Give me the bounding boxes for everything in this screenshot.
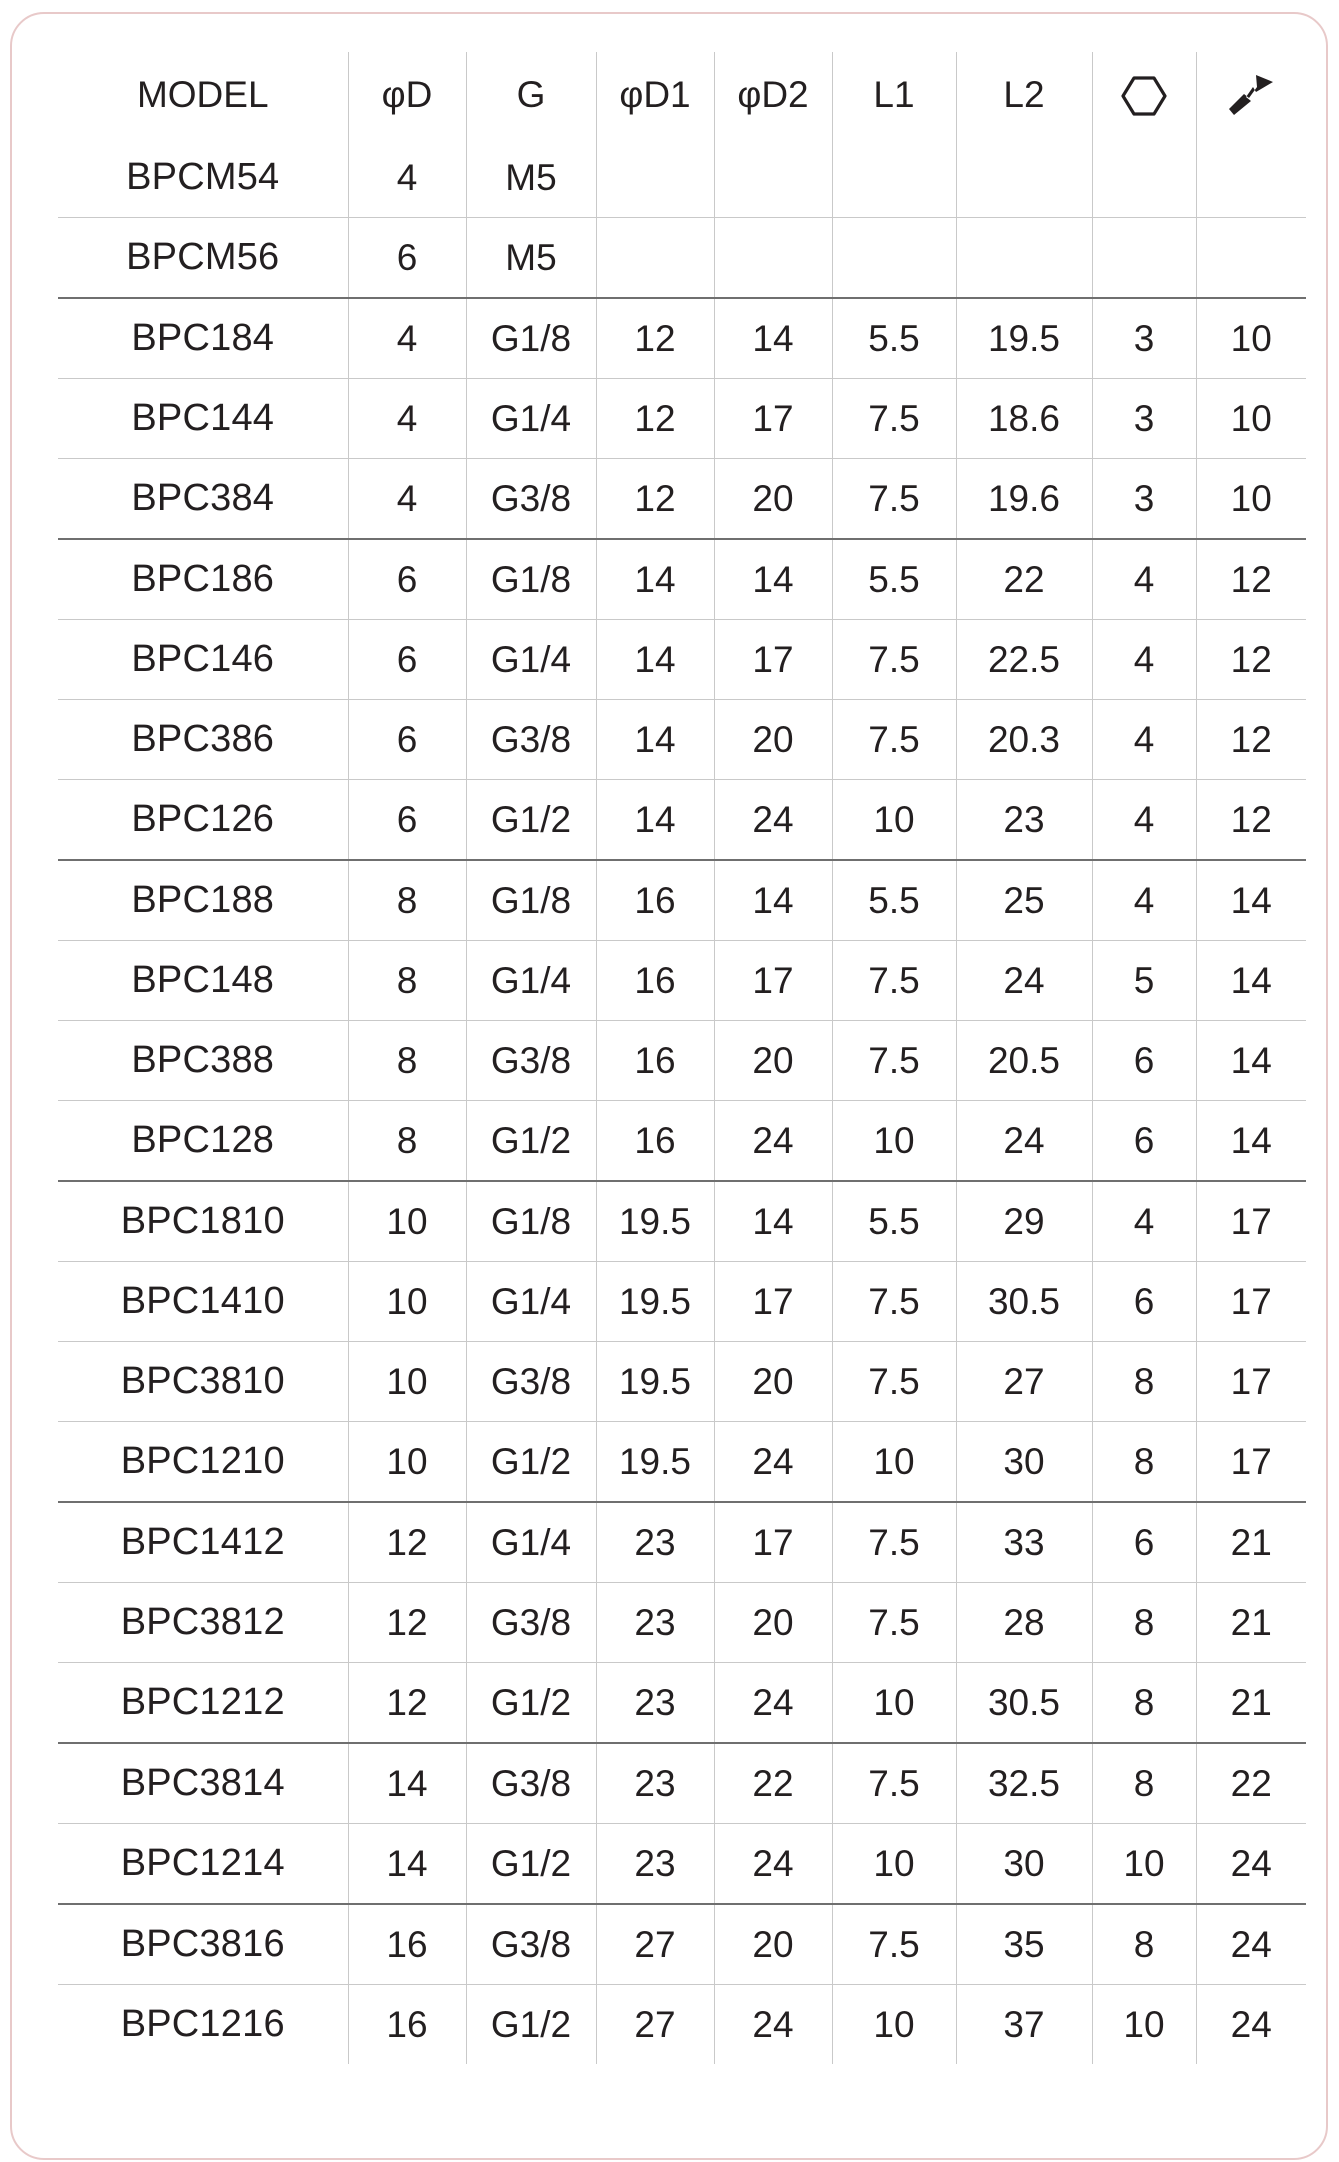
spec-table	[58, 52, 1306, 2064]
cell-g: G3/8	[466, 459, 596, 540]
cell-phi-d2: 24	[714, 1101, 832, 1182]
cell-phi-d2: 24	[714, 1985, 832, 2065]
table-row	[58, 1021, 1306, 1101]
cell-g: G1/8	[466, 298, 596, 379]
hex-key-icon	[1226, 72, 1276, 118]
cell-l1: 7.5	[832, 620, 956, 700]
cell-phi-d1	[596, 218, 714, 299]
cell-phi-d2: 24	[714, 1824, 832, 1905]
cell-tool: 17	[1196, 1181, 1306, 1262]
cell-phi-d1: 14	[596, 700, 714, 780]
table-row	[58, 379, 1306, 459]
cell-phi-d: 6	[348, 700, 466, 780]
cell-model: BPC3810	[58, 1342, 348, 1422]
cell-l2	[956, 218, 1092, 299]
column-header-hexagon	[1092, 52, 1196, 138]
cell-phi-d2: 24	[714, 780, 832, 861]
cell-l2: 29	[956, 1181, 1092, 1262]
cell-phi-d1: 12	[596, 298, 714, 379]
cell-g: G1/2	[466, 1663, 596, 1744]
cell-phi-d: 16	[348, 1985, 466, 2065]
cell-l2: 25	[956, 860, 1092, 941]
cell-phi-d: 8	[348, 860, 466, 941]
table-row	[58, 780, 1306, 861]
cell-phi-d1: 14	[596, 620, 714, 700]
cell-phi-d1: 23	[596, 1743, 714, 1824]
table-row	[58, 1824, 1306, 1905]
cell-model: BPC1214	[58, 1824, 348, 1905]
cell-phi-d2: 20	[714, 1904, 832, 1985]
cell-tool: 12	[1196, 780, 1306, 861]
cell-model: BPC386	[58, 700, 348, 780]
column-header-l1: L1	[832, 52, 956, 138]
cell-phi-d2: 20	[714, 700, 832, 780]
cell-phi-d2: 17	[714, 941, 832, 1021]
cell-hex: 6	[1092, 1021, 1196, 1101]
cell-phi-d: 8	[348, 941, 466, 1021]
cell-l1: 7.5	[832, 1583, 956, 1663]
cell-phi-d1: 23	[596, 1824, 714, 1905]
cell-model: BPC128	[58, 1101, 348, 1182]
cell-phi-d1: 19.5	[596, 1262, 714, 1342]
cell-phi-d1: 14	[596, 780, 714, 861]
table-row	[58, 700, 1306, 780]
cell-phi-d: 12	[348, 1583, 466, 1663]
cell-l2: 30	[956, 1824, 1092, 1905]
table-row	[58, 1904, 1306, 1985]
table-row	[58, 218, 1306, 299]
table-row	[58, 941, 1306, 1021]
cell-g: G3/8	[466, 1743, 596, 1824]
cell-g: G1/2	[466, 1824, 596, 1905]
cell-phi-d2: 17	[714, 1502, 832, 1583]
cell-l2: 28	[956, 1583, 1092, 1663]
cell-phi-d: 4	[348, 298, 466, 379]
cell-phi-d: 14	[348, 1743, 466, 1824]
cell-l2: 20.5	[956, 1021, 1092, 1101]
cell-hex: 10	[1092, 1824, 1196, 1905]
cell-l2: 19.6	[956, 459, 1092, 540]
cell-model: BPC144	[58, 379, 348, 459]
cell-phi-d: 4	[348, 459, 466, 540]
cell-phi-d1: 14	[596, 539, 714, 620]
cell-l2: 27	[956, 1342, 1092, 1422]
cell-l1: 10	[832, 1422, 956, 1503]
table-row	[58, 1743, 1306, 1824]
cell-tool: 10	[1196, 459, 1306, 540]
cell-phi-d: 10	[348, 1181, 466, 1262]
cell-phi-d: 4	[348, 138, 466, 218]
cell-l2: 24	[956, 1101, 1092, 1182]
table-row	[58, 1583, 1306, 1663]
table-row	[58, 1262, 1306, 1342]
cell-l2: 30	[956, 1422, 1092, 1503]
cell-phi-d2: 20	[714, 1021, 832, 1101]
cell-tool: 24	[1230, 2003, 1272, 2045]
cell-l2: 22	[956, 539, 1092, 620]
cell-g: G1/4	[466, 1262, 596, 1342]
cell-phi-d2: 14	[714, 539, 832, 620]
cell-tool: 21	[1196, 1502, 1306, 1583]
cell-phi-d1: 19.5	[596, 1342, 714, 1422]
cell-phi-d1: 23	[596, 1583, 714, 1663]
cell-l1: 7.5	[832, 379, 956, 459]
cell-model: BPCM54	[58, 138, 348, 218]
cell-g: G1/4	[466, 620, 596, 700]
cell-model: BPC1810	[58, 1181, 348, 1262]
column-header-g: G	[466, 52, 596, 138]
cell-hex: 3	[1092, 298, 1196, 379]
cell-hex: 4	[1092, 860, 1196, 941]
cell-l2: 24	[956, 941, 1092, 1021]
cell-g: G3/8	[466, 1904, 596, 1985]
cell-l1: 7.5	[832, 1342, 956, 1422]
cell-g: G1/2	[466, 780, 596, 861]
table-body	[58, 138, 1306, 2064]
cell-l2: 22.5	[956, 620, 1092, 700]
cell-hex: 8	[1092, 1663, 1196, 1744]
cell-g: G1/4	[466, 379, 596, 459]
cell-g: G1/8	[466, 539, 596, 620]
cell-l1: 7.5	[832, 1904, 956, 1985]
cell-phi-d: 12	[348, 1663, 466, 1744]
cell-phi-d1: 23	[596, 1663, 714, 1744]
table-row	[58, 1502, 1306, 1583]
cell-phi-d: 16	[348, 1904, 466, 1985]
cell-tool: 22	[1196, 1743, 1306, 1824]
cell-phi-d1: 23	[596, 1502, 714, 1583]
cell-phi-d1: 16	[596, 1021, 714, 1101]
cell-l2	[956, 138, 1092, 218]
cell-phi-d2: 14	[714, 860, 832, 941]
table-row	[58, 620, 1306, 700]
cell-phi-d: 6	[348, 218, 466, 299]
hexagon-icon	[1121, 75, 1167, 117]
cell-phi-d1: 27	[596, 1985, 714, 2065]
cell-tool: 14	[1196, 860, 1306, 941]
cell-g: G3/8	[466, 700, 596, 780]
cell-model: BPC1212	[58, 1663, 348, 1744]
cell-hex	[1092, 218, 1196, 299]
cell-l2: 32.5	[956, 1743, 1092, 1824]
cell-phi-d2: 20	[714, 459, 832, 540]
cell-l2: 19.5	[956, 298, 1092, 379]
cell-phi-d1: 16	[596, 860, 714, 941]
cell-phi-d: 4	[348, 379, 466, 459]
cell-g: M5	[466, 138, 596, 218]
cell-g: G3/8	[466, 1583, 596, 1663]
cell-l1: 10	[832, 1985, 956, 2065]
column-header-tool	[1196, 52, 1306, 138]
cell-l1: 7.5	[832, 1743, 956, 1824]
cell-phi-d2: 22	[714, 1743, 832, 1824]
table-row	[58, 1101, 1306, 1182]
table-row	[58, 1985, 1306, 2065]
table-row	[58, 298, 1306, 379]
cell-g: G1/4	[466, 1502, 596, 1583]
cell-l1	[832, 218, 956, 299]
cell-tool: 14	[1196, 1021, 1306, 1101]
cell-tool: 10	[1196, 379, 1306, 459]
cell-model: BPC3812	[58, 1583, 348, 1663]
cell-phi-d: 8	[348, 1021, 466, 1101]
cell-l1: 10	[832, 1824, 956, 1905]
cell-model: BPC1412	[58, 1502, 348, 1583]
column-header-l2: L2	[956, 52, 1092, 138]
cell-phi-d1: 19.5	[596, 1181, 714, 1262]
cell-hex: 10	[1092, 1985, 1196, 2065]
cell-g: G1/2	[466, 1422, 596, 1503]
cell-g: G3/8	[466, 1342, 596, 1422]
cell-l2: 35	[956, 1904, 1092, 1985]
table-header	[58, 52, 1306, 138]
cell-l1: 7.5	[832, 1502, 956, 1583]
cell-hex: 4	[1092, 700, 1196, 780]
cell-phi-d: 8	[348, 1101, 466, 1182]
cell-model: BPC388	[58, 1021, 348, 1101]
cell-l1: 7.5	[832, 941, 956, 1021]
cell-model: BPC188	[58, 860, 348, 941]
cell-l2: 33	[956, 1502, 1092, 1583]
cell-model: BPC1410	[58, 1262, 348, 1342]
cell-tool: 24	[1196, 1904, 1306, 1985]
cell-hex: 4	[1092, 1181, 1196, 1262]
cell-tool: 24	[1196, 1824, 1306, 1905]
cell-g: G1/2	[466, 1985, 596, 2065]
cell-phi-d1: 12	[596, 379, 714, 459]
cell-hex: 3	[1092, 379, 1196, 459]
cell-l2: 30.5	[956, 1262, 1092, 1342]
cell-phi-d2: 14	[714, 1181, 832, 1262]
cell-phi-d2	[714, 218, 832, 299]
cell-phi-d1: 16	[596, 1101, 714, 1182]
cell-model: BPC126	[58, 780, 348, 861]
cell-l1	[832, 138, 956, 218]
cell-phi-d1: 16	[596, 941, 714, 1021]
cell-hex: 8	[1092, 1583, 1196, 1663]
cell-phi-d2: 24	[714, 1422, 832, 1503]
cell-model: BPC186	[58, 539, 348, 620]
cell-l2: 30.5	[956, 1663, 1092, 1744]
table-header-row	[58, 52, 1306, 138]
cell-phi-d: 10	[348, 1262, 466, 1342]
cell-l1: 7.5	[832, 459, 956, 540]
table-row	[58, 1342, 1306, 1422]
cell-l1: 10	[832, 780, 956, 861]
cell-l2: 37	[956, 1985, 1092, 2065]
cell-l1: 5.5	[832, 539, 956, 620]
cell-l1: 7.5	[832, 700, 956, 780]
cell-tool	[1196, 218, 1306, 299]
cell-hex: 6	[1092, 1101, 1196, 1182]
cell-hex: 8	[1092, 1422, 1196, 1503]
cell-tool: 12	[1196, 620, 1306, 700]
cell-g: G1/2	[466, 1101, 596, 1182]
cell-l2: 18.6	[956, 379, 1092, 459]
cell-phi-d: 14	[348, 1824, 466, 1905]
cell-model: BPC3814	[58, 1743, 348, 1824]
cell-tool: 12	[1196, 539, 1306, 620]
cell-tool: 21	[1196, 1583, 1306, 1663]
cell-tool: 17	[1196, 1342, 1306, 1422]
cell-phi-d: 12	[348, 1502, 466, 1583]
column-header-model: MODEL	[58, 52, 348, 138]
cell-tool: 17	[1196, 1262, 1306, 1342]
spec-table-container	[58, 52, 1281, 2064]
cell-g: G1/4	[466, 941, 596, 1021]
cell-hex: 8	[1092, 1904, 1196, 1985]
table-row	[58, 1663, 1306, 1744]
cell-hex: 6	[1092, 1262, 1196, 1342]
cell-model: BPC384	[58, 459, 348, 540]
cell-phi-d: 10	[348, 1422, 466, 1503]
cell-l2: 20.3	[956, 700, 1092, 780]
cell-phi-d1: 19.5	[596, 1422, 714, 1503]
cell-model: BPC1210	[58, 1422, 348, 1503]
cell-tool: 17	[1196, 1422, 1306, 1503]
cell-l1: 10	[832, 1101, 956, 1182]
cell-hex: 3	[1092, 459, 1196, 540]
cell-model: BPC1216	[58, 1985, 348, 2065]
cell-hex: 8	[1092, 1342, 1196, 1422]
cell-hex: 4	[1092, 620, 1196, 700]
cell-hex: 6	[1092, 1502, 1196, 1583]
table-row	[58, 1181, 1306, 1262]
cell-tool: 14	[1196, 941, 1306, 1021]
cell-phi-d2: 20	[714, 1342, 832, 1422]
cell-phi-d2: 17	[714, 379, 832, 459]
cell-hex: 4	[1092, 539, 1196, 620]
cell-l1: 5.5	[832, 1181, 956, 1262]
cell-l2: 23	[956, 780, 1092, 861]
cell-phi-d2: 20	[714, 1583, 832, 1663]
cell-phi-d: 6	[348, 780, 466, 861]
cell-phi-d2	[714, 138, 832, 218]
column-header-phi-d1: φD1	[596, 52, 714, 138]
table-row	[58, 539, 1306, 620]
cell-tool: 14	[1196, 1101, 1306, 1182]
cell-phi-d2: 24	[714, 1663, 832, 1744]
cell-g: G3/8	[466, 1021, 596, 1101]
cell-phi-d: 6	[348, 620, 466, 700]
cell-g: M5	[466, 218, 596, 299]
cell-l1: 5.5	[832, 298, 956, 379]
cell-phi-d2: 14	[714, 298, 832, 379]
column-header-phi-d2: φD2	[714, 52, 832, 138]
cell-phi-d2: 17	[714, 620, 832, 700]
cell-phi-d1	[596, 138, 714, 218]
cell-l1: 10	[832, 1663, 956, 1744]
column-header-phi-d: φD	[348, 52, 466, 138]
cell-tool: 21	[1196, 1663, 1306, 1744]
cell-model: BPC3816	[58, 1904, 348, 1985]
cell-l1: 7.5	[832, 1021, 956, 1101]
cell-phi-d1: 27	[596, 1904, 714, 1985]
cell-hex: 4	[1092, 780, 1196, 861]
cell-phi-d1: 12	[596, 459, 714, 540]
table-row	[58, 860, 1306, 941]
cell-phi-d2: 17	[714, 1262, 832, 1342]
cell-model: BPC146	[58, 620, 348, 700]
cell-tool: 12	[1196, 700, 1306, 780]
cell-model: BPCM56	[58, 218, 348, 299]
cell-phi-d: 10	[348, 1342, 466, 1422]
table-row	[58, 138, 1306, 218]
table-row	[58, 1422, 1306, 1503]
cell-phi-d: 6	[348, 539, 466, 620]
cell-g: G1/8	[466, 1181, 596, 1262]
cell-tool: 10	[1196, 298, 1306, 379]
cell-hex: 8	[1092, 1743, 1196, 1824]
cell-model: BPC148	[58, 941, 348, 1021]
cell-tool	[1196, 138, 1306, 218]
cell-hex: 5	[1092, 941, 1196, 1021]
cell-g: G1/8	[466, 860, 596, 941]
cell-model: BPC184	[58, 298, 348, 379]
table-row	[58, 459, 1306, 540]
cell-l1: 7.5	[832, 1262, 956, 1342]
cell-l1: 5.5	[832, 860, 956, 941]
cell-hex	[1092, 138, 1196, 218]
